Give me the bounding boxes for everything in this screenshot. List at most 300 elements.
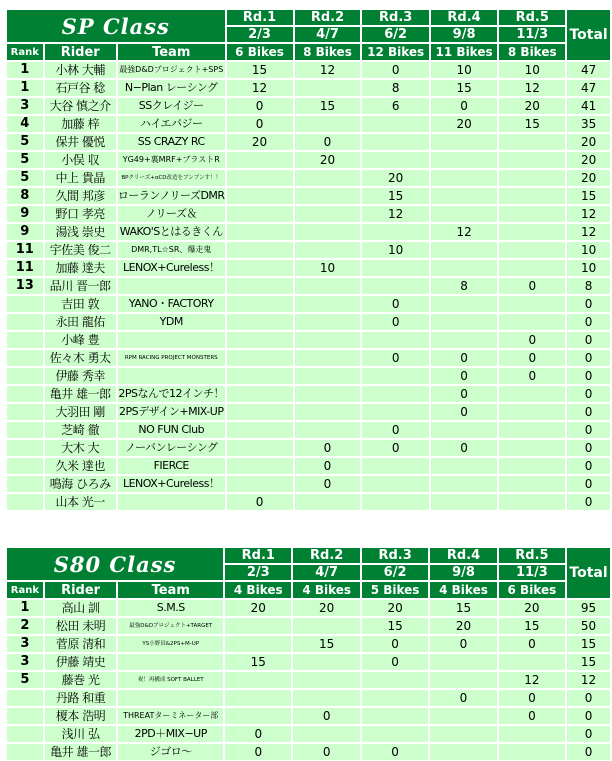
round-bikes-header: 12 Bikes [362,44,428,60]
round-name-header: Rd.5 [499,10,565,25]
points-cell [430,744,496,760]
rider-cell: 加藤 梓 [45,116,116,132]
points-cell: 15 [430,600,496,616]
team-cell: THREATターミネーター部 [118,708,223,724]
points-cell [431,422,497,438]
points-cell: 15 [225,654,291,670]
points-cell [362,672,428,688]
points-cell [295,206,361,222]
points-cell [499,422,565,438]
team-cell: S.M.S [118,600,223,616]
round-date-header: 6/2 [362,565,428,580]
points-cell [431,134,497,150]
team-cell: 2PSなんで12インチ！ [118,387,225,400]
result-row [7,672,610,688]
points-cell: 10 [295,260,361,276]
points-cell [293,690,359,706]
team-cell: LENOX+Cureless！ [118,476,225,492]
points-cell: 0 [225,726,291,742]
round-date-header: 9/8 [430,565,496,580]
points-cell: 20 [431,116,497,132]
round-bikes-header: 4 Bikes [225,582,291,598]
rank-cell: 4 [7,116,43,132]
rider-cell: 永田 龍佑 [45,314,116,330]
points-cell: 0 [362,636,428,652]
points-cell [431,170,497,186]
round-name-header: Rd.2 [295,10,361,25]
result-row [7,726,610,742]
result-row [7,744,610,760]
rider-cell: 宇佐美 俊二 [45,242,116,258]
points-cell [295,80,361,96]
points-cell [227,224,293,240]
points-cell: 0 [499,368,565,384]
result-row [7,224,610,240]
total-cell: 0 [567,726,610,742]
points-cell [295,116,361,132]
points-cell [430,654,496,670]
points-cell: 20 [293,600,359,616]
points-cell [362,494,428,510]
result-row [7,206,610,222]
rider-cell: 吉田 敦 [45,296,116,312]
team-cell [118,278,225,294]
rank-cell [7,690,43,706]
points-cell: 0 [430,636,496,652]
points-cell: 20 [227,134,293,150]
round-date-header: 11/3 [499,565,565,580]
points-cell [430,672,496,688]
rank-cell [7,494,43,510]
points-cell [431,494,497,510]
rank-cell: 9 [7,224,43,240]
points-cell: 20 [430,618,496,634]
team-cell: 2PSデザイン+MIX-UP [119,405,224,418]
points-cell: 0 [362,62,428,78]
points-cell [431,458,497,474]
points-cell [227,188,293,204]
points-cell [227,458,293,474]
points-cell: 0 [499,690,565,706]
points-cell: 20 [225,600,291,616]
points-cell [227,476,293,492]
points-cell: 0 [362,314,428,330]
rank-cell: 1 [7,62,43,78]
points-cell [431,206,497,222]
class-title: S80 Class [7,548,223,580]
points-cell: 0 [431,350,497,366]
points-cell: 0 [293,744,359,760]
points-cell: 0 [362,422,428,438]
round-date-header: 2/3 [225,565,291,580]
points-cell [362,260,428,276]
total-cell: 0 [567,422,610,438]
team-cell: FIERCE [118,458,225,474]
points-cell [295,242,361,258]
points-cell [499,260,565,276]
points-cell [295,404,361,420]
result-row [7,636,610,652]
round-name-header: Rd.3 [362,10,428,25]
rank-cell: 11 [7,260,43,276]
points-cell [431,332,497,348]
points-cell [499,494,565,510]
points-cell: 20 [295,152,361,168]
points-cell [295,170,361,186]
rank-cell: 1 [7,80,43,96]
points-cell [362,726,428,742]
points-cell [499,134,565,150]
points-cell: 15 [499,116,565,132]
result-row [7,242,610,258]
points-cell [430,708,496,724]
points-cell [227,332,293,348]
team-cell [118,332,225,348]
rider-cell: 小俣 収 [45,152,116,168]
points-cell [227,170,293,186]
rider-cell: 伊藤 靖史 [45,654,117,670]
points-cell [362,458,428,474]
round-name-header: Rd.4 [431,10,497,25]
team-cell: YDM [118,314,225,330]
points-cell: 20 [499,98,565,114]
points-cell [362,332,428,348]
points-cell [499,242,565,258]
total-cell: 0 [567,476,610,492]
team-cell: 祝！再構成 SOFT BALLET [118,672,223,688]
points-cell: 12 [362,206,428,222]
points-cell: 15 [499,618,565,634]
result-row [7,494,610,510]
result-row [7,62,610,78]
points-cell: 12 [431,224,497,240]
result-row [7,188,610,204]
rider-cell: 鳴海 ひろみ [45,476,116,492]
team-cell [118,690,223,706]
result-row [7,134,610,150]
points-cell [293,672,359,688]
points-cell: 0 [295,458,361,474]
team-cell: YS小野田&2PS+M-UP [118,636,223,652]
points-cell: 0 [227,116,293,132]
result-row [7,404,610,420]
points-cell: 6 [362,98,428,114]
points-cell [293,618,359,634]
team-cell [118,494,225,510]
rider-cell: 榎本 浩明 [45,708,117,724]
points-cell [499,386,565,402]
points-cell: 0 [430,690,496,706]
round-date-header: 6/2 [362,27,428,42]
result-row [7,422,610,438]
rank-cell [7,458,43,474]
s80-class-table [5,546,612,761]
points-cell [295,494,361,510]
points-cell [499,170,565,186]
total-cell: 0 [567,458,610,474]
points-cell [225,708,291,724]
total-cell: 20 [567,152,610,168]
rider-column-header: Rider [45,582,117,598]
points-cell [499,654,565,670]
total-cell: 15 [567,636,610,652]
s80-class-body [7,600,610,760]
points-cell: 0 [295,476,361,492]
total-cell: 0 [567,404,610,420]
team-cell: RPM RACING PROJECT MONSTERS [118,350,225,366]
round-name-header: Rd.4 [430,548,496,563]
points-cell [362,224,428,240]
rank-cell [7,404,43,420]
sp-class-header [7,10,610,60]
points-cell [499,744,565,760]
points-cell [362,476,428,492]
result-row [7,260,610,276]
total-cell: 20 [567,170,610,186]
result-row [7,332,610,348]
rank-cell [7,708,43,724]
round-bikes-header: 8 Bikes [295,44,361,60]
team-cell: NO FUN Club [118,422,225,438]
points-cell [227,314,293,330]
rank-cell: 9 [7,206,43,222]
points-cell [295,224,361,240]
points-cell: 10 [431,62,497,78]
rank-cell: 3 [7,636,43,652]
total-cell: 12 [567,206,610,222]
rider-cell: 丹路 和重 [45,690,117,706]
points-cell [499,404,565,420]
points-cell: 0 [499,636,565,652]
team-cell: 最強D&Dプロジェクト+SPS [118,62,225,78]
round-date-header: 2/3 [227,27,293,42]
s80-class-header [7,548,610,598]
points-cell [499,188,565,204]
result-row [7,98,610,114]
result-row [7,690,610,706]
team-cell [118,368,225,384]
points-cell [227,422,293,438]
points-cell [431,188,497,204]
total-cell: 0 [567,744,610,760]
total-cell: 0 [567,386,610,402]
rank-cell [7,386,43,402]
team-cell: 最強D&Dプロジェクト+TARGET [118,618,223,634]
points-cell: 0 [431,98,497,114]
points-cell: 0 [293,708,359,724]
points-cell [362,152,428,168]
rank-cell: 5 [7,672,43,688]
total-cell: 0 [567,494,610,510]
rank-cell: 3 [7,98,43,114]
rider-cell: 小峰 豊 [45,332,116,348]
points-cell: 0 [227,494,293,510]
total-cell: 20 [567,134,610,150]
team-cell: BPクリーズ+αCD改造をブンブンす！！ [118,170,225,186]
points-cell [293,654,359,670]
total-cell: 41 [567,98,610,114]
rank-cell [7,368,43,384]
team-column-header: Team [118,44,225,60]
points-cell [227,278,293,294]
rank-cell: 5 [7,134,43,150]
points-cell [499,476,565,492]
points-cell: 0 [362,296,428,312]
points-cell [227,242,293,258]
team-cell: ジゴロ〜 [118,744,223,760]
points-cell [227,206,293,222]
points-cell [362,278,428,294]
total-cell: 0 [567,440,610,456]
points-cell: 0 [431,386,497,402]
rider-cell: 菅原 清和 [45,636,117,652]
rider-column-header: Rider [45,44,116,60]
rank-cell [7,744,43,760]
result-row [7,476,610,492]
total-cell: 0 [567,332,610,348]
points-cell [225,672,291,688]
total-header: Total [567,10,610,60]
rider-cell: 山本 光一 [45,494,116,510]
points-cell [295,350,361,366]
round-bikes-header: 6 Bikes [227,44,293,60]
points-cell [362,386,428,402]
round-name-header: Rd.1 [225,548,291,563]
total-cell: 0 [567,708,610,724]
total-cell: 15 [567,188,610,204]
total-cell: 12 [567,224,610,240]
team-cell: SS CRAZY RC [118,134,225,150]
points-cell [431,242,497,258]
rider-cell: 小林 大輔 [45,62,116,78]
rider-cell: 松田 未明 [45,618,117,634]
points-cell: 0 [225,744,291,760]
points-cell [362,708,428,724]
round-name-header: Rd.5 [499,548,565,563]
round-date-header: 9/8 [431,27,497,42]
rank-cell [7,314,43,330]
points-cell: 0 [295,134,361,150]
points-cell [225,636,291,652]
rank-cell [7,332,43,348]
rank-cell [7,296,43,312]
rank-cell [7,726,43,742]
total-cell: 12 [567,672,610,688]
points-cell [499,726,565,742]
points-cell: 12 [499,80,565,96]
team-cell [118,654,223,670]
points-cell: 0 [362,654,428,670]
points-cell [499,206,565,222]
result-row [7,80,610,96]
total-cell: 0 [567,350,610,366]
round-name-header: Rd.3 [362,548,428,563]
points-cell: 15 [362,188,428,204]
team-cell: SSクレイジー [118,98,225,114]
rank-column-header: Rank [7,582,43,598]
points-cell [362,690,428,706]
team-cell: WAKO'Sとはるきくん [119,225,223,238]
points-cell [295,296,361,312]
points-cell [295,314,361,330]
points-cell [225,618,291,634]
points-cell [227,350,293,366]
points-cell [362,134,428,150]
rider-cell: 大羽田 剛 [45,404,116,420]
result-row [7,170,610,186]
round-bikes-header: 8 Bikes [499,44,565,60]
points-cell: 15 [295,98,361,114]
result-row [7,386,610,402]
points-cell: 0 [227,98,293,114]
points-cell: 20 [362,600,428,616]
team-cell: N−Plan レーシング [118,80,225,96]
rider-cell: 伊藤 秀幸 [45,368,116,384]
points-cell [295,368,361,384]
points-cell: 20 [362,170,428,186]
round-bikes-header: 4 Bikes [293,582,359,598]
points-cell [362,404,428,420]
points-cell [293,726,359,742]
team-cell: 2PD＋MIX−UP [118,726,223,742]
points-cell [430,726,496,742]
points-cell [431,296,497,312]
team-column-header: Team [118,582,223,598]
team-cell: DMR,TL☆SR、爆走鬼 [118,242,225,258]
points-cell: 0 [362,440,428,456]
round-date-header: 11/3 [499,27,565,42]
points-cell: 0 [295,440,361,456]
round-name-header: Rd.2 [293,548,359,563]
rank-cell [7,440,43,456]
round-bikes-header: 11 Bikes [431,44,497,60]
result-row [7,116,610,132]
rider-cell: 浅川 弘 [45,726,117,742]
result-row [7,368,610,384]
rank-cell: 8 [7,188,43,204]
result-row [7,618,610,634]
team-cell: LENOX+Cureless！ [118,260,225,276]
rank-cell: 11 [7,242,43,258]
points-cell [431,152,497,168]
result-row [7,152,610,168]
points-cell [225,690,291,706]
rider-cell: 品川 晋一郎 [45,278,116,294]
rider-cell: 中上 貴晶 [45,170,116,186]
rank-cell: 5 [7,170,43,186]
points-cell [295,332,361,348]
points-cell [227,296,293,312]
round-bikes-header: 5 Bikes [362,582,428,598]
rank-cell: 3 [7,654,43,670]
total-cell: 47 [567,80,610,96]
class-title: SP Class [7,10,225,42]
total-cell: 10 [567,260,610,276]
points-cell [431,314,497,330]
points-cell: 12 [295,62,361,78]
rank-cell [7,422,43,438]
team-cell: ハイエバジー [118,116,225,132]
total-cell: 15 [567,654,610,670]
total-cell: 35 [567,116,610,132]
total-cell: 10 [567,242,610,258]
points-cell [499,458,565,474]
points-cell [431,476,497,492]
rank-cell: 1 [7,600,43,616]
rider-cell: 亀井 雄一郎 [45,744,117,760]
result-row [7,654,610,670]
points-cell [362,368,428,384]
